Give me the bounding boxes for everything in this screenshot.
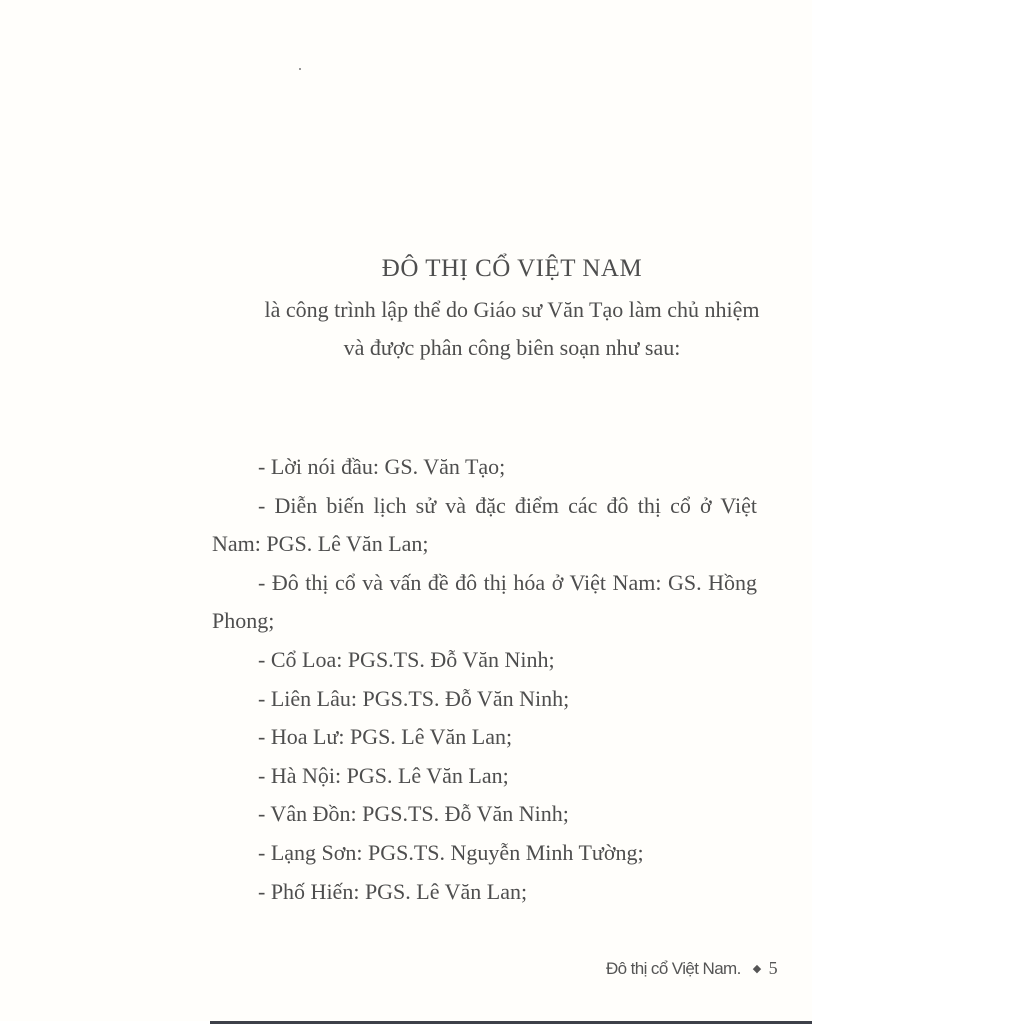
- subtitle-line-2: và được phân công biên soạn như sau:: [343, 335, 681, 360]
- list-item: - Cổ Loa: PGS.TS. Đỗ Văn Ninh;: [258, 646, 555, 672]
- list-item: - Hà Nội: PGS. Lê Văn Lan;: [258, 762, 509, 788]
- list-item: - Vân Đồn: PGS.TS. Đỗ Văn Ninh;: [258, 801, 569, 827]
- contributor-list: [212, 448, 757, 911]
- page-number: 5: [768, 958, 778, 978]
- page-title: ĐÔ THỊ CỔ VIỆT NAM: [381, 255, 643, 282]
- list-item: - Đô thị cổ và vấn đề đô thị hóa ở Việt Nam: GS. Hồng Phong;: [212, 569, 757, 634]
- list-item: - Diễn biến lịch sử và đặc điểm các đô thị cổ ở Việt Nam: PGS. Lê Văn Lan;: [212, 492, 757, 557]
- list-item: - Hoa Lư: PGS. Lê Văn Lan;: [258, 724, 513, 750]
- list-item: - Lạng Sơn: PGS.TS. Nguyễn Minh Tường;: [258, 839, 644, 865]
- running-title: Đô thị cổ Việt Nam.: [606, 959, 741, 978]
- list-item: - Liên Lâu: PGS.TS. Đỗ Văn Ninh;: [258, 685, 570, 711]
- list-item: - Lời nói đầu: GS. Văn Tạo;: [258, 454, 506, 479]
- page-footer: [606, 958, 777, 979]
- diamond-separator-icon: ◆: [752, 963, 761, 975]
- subtitle-line-1: là công trình lập thể do Giáo sư Văn Tạo làm chủ nhiệm: [264, 297, 760, 322]
- list-item: - Phố Hiến: PGS. Lê Văn Lan;: [258, 878, 528, 904]
- scan-speck: [299, 68, 301, 70]
